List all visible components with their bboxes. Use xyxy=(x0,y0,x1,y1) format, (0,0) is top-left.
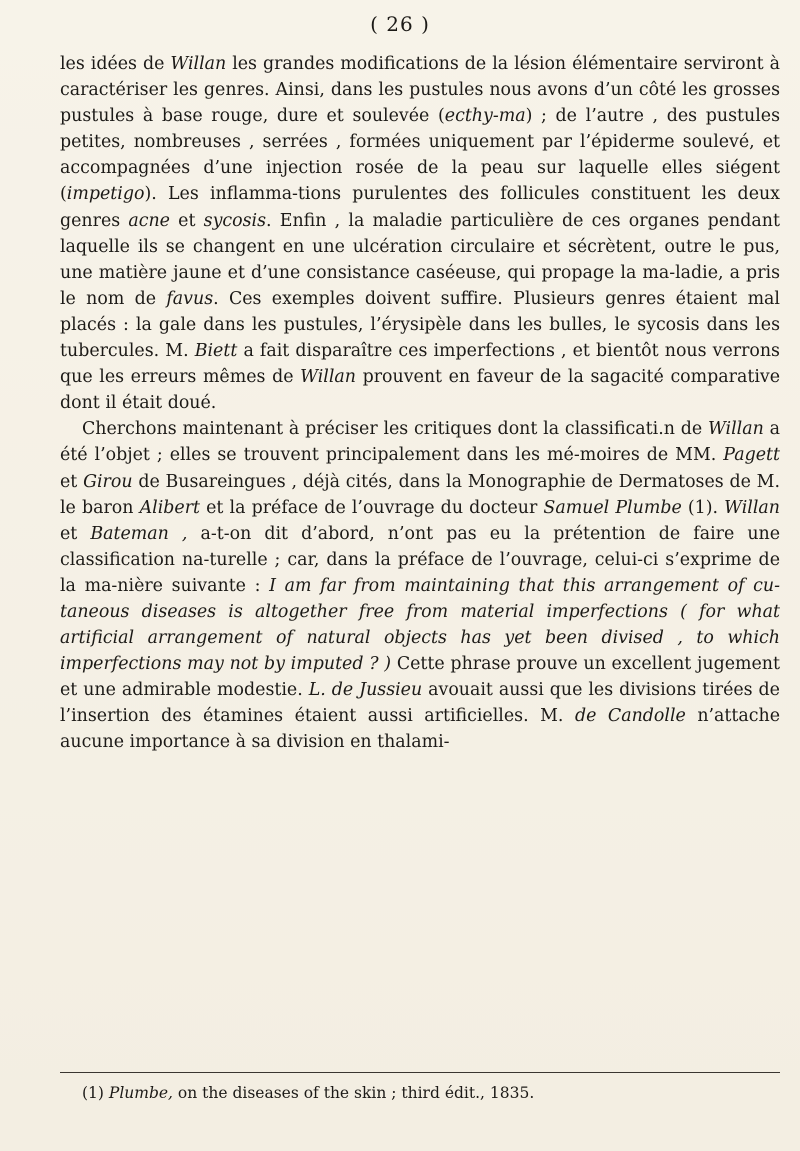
disease-term: sycosis xyxy=(203,210,267,231)
author-name: L. de Jussieu xyxy=(308,680,423,701)
paragraph-1 xyxy=(60,51,780,416)
author-name: Willan xyxy=(170,54,227,74)
disease-term: impetigo xyxy=(66,184,145,205)
text-run: a fait disparaître ces imperfections , et bientôt nous verrons que les erreurs mêmes de xyxy=(60,341,780,388)
author-name: Willan xyxy=(300,367,356,388)
main-text xyxy=(60,51,780,756)
text-run: les grandes modifications de la lésion élémentaire serviront à caractériser les genres. Ainsi, dans les pustules nous avons d’un côté les grosses pustules à base rouge, dure et soulevée ( xyxy=(60,54,780,127)
text-run: Cherchons maintenant à préciser les critiques dont la classificati.n de xyxy=(82,419,708,440)
footnote-divider xyxy=(60,1072,780,1073)
text-run: a été l’objet ; elles se trouvent principalement dans les mé-moires de MM. xyxy=(60,419,780,466)
footnote-text: on the diseases of the skin ; third édit., 1835. xyxy=(172,1084,535,1102)
text-run: les idées de xyxy=(60,54,171,74)
footnote-mark: (1) xyxy=(82,1084,109,1102)
page-number: ( 26 ) xyxy=(370,12,430,36)
author-name: Biett xyxy=(194,341,238,362)
text-run: prouvent en faveur de la sagacité comparative dont il était doué. xyxy=(60,367,780,414)
author-name: Willan xyxy=(724,497,780,518)
author-name: Willan xyxy=(707,419,764,440)
text-run: ) ; de l’autre , des pustules petites, nombreuses , serrées , formées uniquement par l’épiderme soulevé, et accompagnées d’une injection rosée de la peau sur laquelle elles siégent ( xyxy=(60,106,780,205)
text-run: . Enfin , la maladie particulière de ces organes pendant laquelle ils se changent en une ulcération circulaire et sécrètent, outre le pus, une matière jaune et d’une consistance caséeuse, qui propage la ma-ladie, a pris le nom de xyxy=(60,210,780,309)
author-name: Alibert xyxy=(139,497,201,518)
text-run: de Busareingues , déjà cités, dans la Monographie de Dermatoses de M. le baron xyxy=(60,471,781,518)
text-run: et xyxy=(60,471,84,492)
english-quotation: I am far from maintaining that this arrangement of cu-taneous diseases is altogether free from material imperfections ( for what artificial arrangement of natural objects has yet been divised , to which imperfections may not by imputed ? ) xyxy=(60,575,780,675)
text-run: n’attache aucune importance à sa division en thalami- xyxy=(60,706,780,753)
text-run: avouait aussi que les divisions tirées de l’insertion des étamines étaient aussi artificielles. M. xyxy=(60,680,780,727)
text-run: a-t-on dit d’abord, n’ont pas eu la prétention de faire une classification na-turelle ; car, dans la préface de l’ouvrage, celui-ci s’exprime de la ma-nière suivante : xyxy=(60,523,781,596)
author-name: Samuel Plumbe xyxy=(543,497,682,518)
paragraph-2 xyxy=(60,416,780,755)
text-run: (1). xyxy=(681,497,725,518)
author-name: Girou xyxy=(83,471,133,492)
author-name: de Candolle xyxy=(574,706,686,727)
text-run: . Ces exemples doivent suffire. Plusieurs genres étaient mal placés : la gale dans les pustules, l’érysipèle dans les bulles, le sycosis dans les tubercules. M. xyxy=(60,288,780,362)
text-run: Cette phrase prouve un excellent jugement et une admirable modestie. xyxy=(60,654,780,701)
disease-term: favus xyxy=(166,288,214,309)
text-run: ). Les inflamma-tions purulentes des follicules constituent les deux genres xyxy=(60,184,780,231)
text-run: et la préface de l’ouvrage du docteur xyxy=(200,497,544,518)
footnote-author: Plumbe, xyxy=(108,1084,173,1102)
disease-term: acne xyxy=(128,210,170,231)
footnote xyxy=(82,1083,772,1103)
disease-term: ecthy-ma xyxy=(444,106,526,127)
text-run: et xyxy=(169,210,204,231)
author-name: Bateman , xyxy=(90,523,188,544)
author-name: Pagett xyxy=(723,445,780,466)
text-run: et xyxy=(60,523,91,544)
